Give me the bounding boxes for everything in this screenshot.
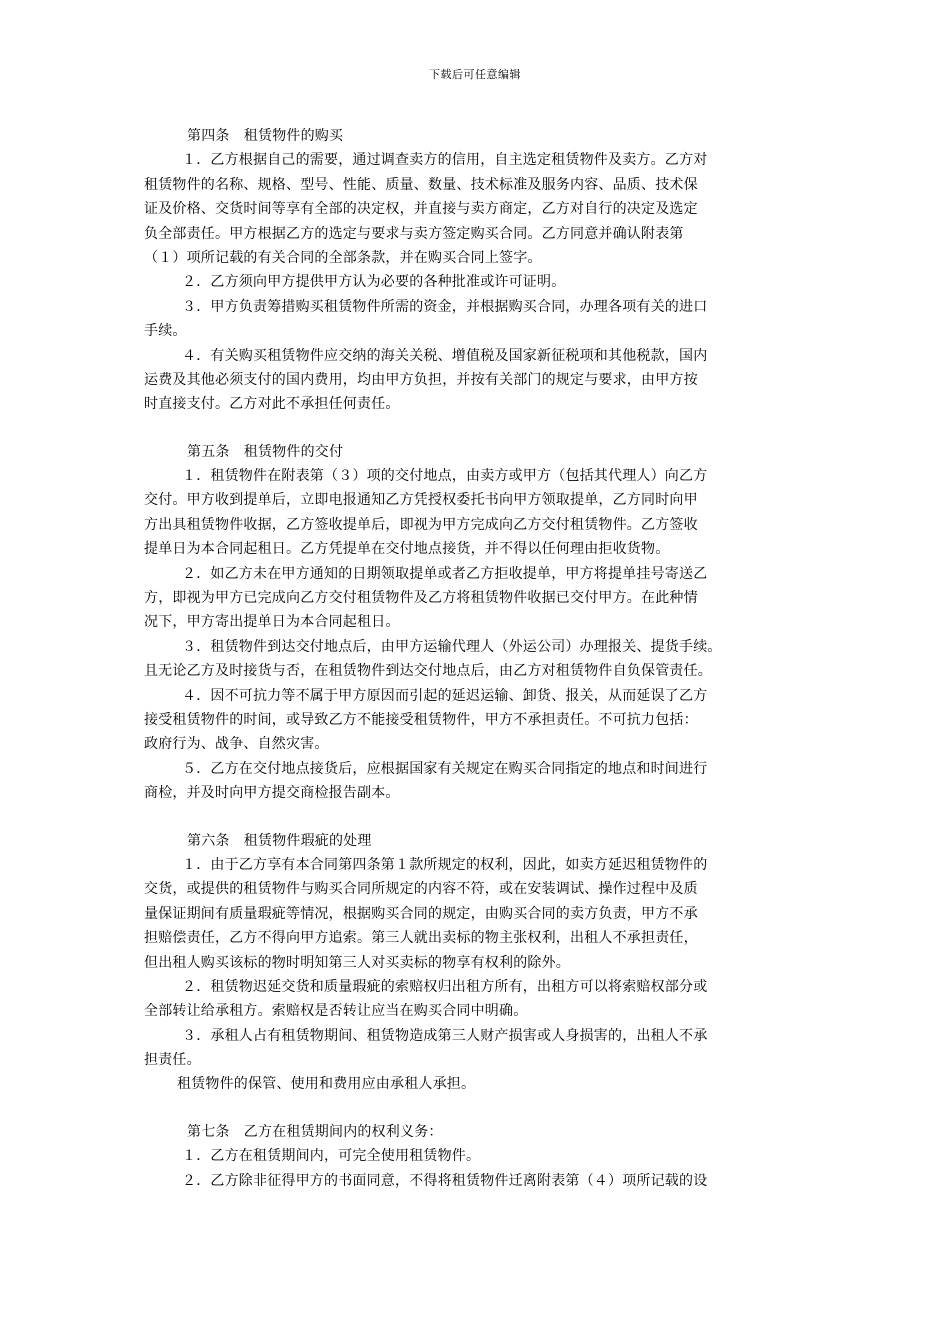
- plain-paragraph: [144, 1072, 809, 1096]
- clause-paragraph: [144, 853, 809, 975]
- clause-paragraph: [144, 148, 809, 270]
- text-line: 时直接支付。乙方对此不承担任何责任。: [144, 396, 400, 413]
- clause-paragraph: [144, 562, 809, 635]
- text-line: 接受租赁物件的时间，或导致乙方不能接受租赁物件，甲方不承担责任。不可抗力包括：: [144, 711, 698, 728]
- text-line: 运费及其他必须支付的国内费用，均由甲方负担，并按有关部门的规定与要求，由甲方按: [144, 371, 698, 388]
- text-line: ３．租赁物件到达交付地点后，由甲方运输代理人（外运公司）办理报关、提货手续。: [182, 638, 722, 655]
- text-line: 量保证期间有质量瑕疵等情况，根据购买合同的规定，由购买合同的卖方负责，甲方不承: [144, 905, 698, 922]
- article-heading: 第七条 乙方在租赁期间内的权利义务：: [187, 1123, 443, 1140]
- text-line: 全部转让给承租方。索赔权是否转让应当在购买合同中明确。: [144, 1003, 528, 1020]
- text-line: 且无论乙方及时接货与否，在租赁物件到达交付地点后，由乙方对租赁物件自负保管责任。: [144, 663, 712, 680]
- text-line: １．乙方在租赁期间内，可完全使用租赁物件。: [182, 1148, 481, 1165]
- text-line: １．由于乙方享有本合同第四条第１款所规定的权利，因此，如卖方延迟租赁物件的: [182, 856, 708, 873]
- text-line: ４．因不可抗力等不属于甲方原因而引起的延迟运输、卸货、报关，从而延误了乙方: [182, 687, 708, 704]
- clause-paragraph: [144, 1024, 809, 1073]
- page-header: 下载后可任意编辑: [429, 68, 521, 81]
- text-line: 租赁物件的保管、使用和费用应由承租人承担。: [177, 1076, 476, 1093]
- clause-paragraph: [144, 295, 809, 344]
- text-line: ２．乙方须向甲方提供甲方认为必要的各种批准或许可证明。: [182, 274, 566, 291]
- text-line: 方出具租赁物件收据，乙方签收提单后，即视为甲方完成向乙方交付租赁物件。乙方签收: [144, 516, 698, 533]
- text-line: 但出租人购买该标的物时明知第三人对买卖标的物享有权利的除外。: [144, 954, 570, 971]
- clause-paragraph: [144, 684, 809, 757]
- text-line: 方，即视为甲方已完成向乙方交付租赁物件及乙方将租赁物件收据已交付甲方。在此种情: [144, 590, 698, 607]
- text-line: 负全部责任。甲方根据乙方的选定与要求与卖方签定购买合同。乙方同意并确认附表第: [144, 225, 684, 242]
- text-line: 手续。: [144, 323, 187, 340]
- text-line: 政府行为、战争、自然灾害。: [144, 736, 329, 753]
- text-line: １．乙方根据自己的需要，通过调查卖方的信用，自主选定租赁物件及卖方。乙方对: [182, 152, 708, 169]
- article-heading: 第六条 租赁物件瑕疵的处理: [187, 832, 372, 849]
- text-line: 交货，或提供的租赁物件与购买合同所规定的内容不符，或在安装调试、操作过程中及质: [144, 881, 698, 898]
- text-line: ２．租赁物迟延交货和质量瑕疵的索赔权归出租方所有，出租方可以将索赔权部分或: [182, 978, 708, 995]
- text-line: （１）项所记载的有关合同的全部条款，并在购买合同上签字。: [144, 249, 542, 266]
- clause-paragraph: [144, 464, 809, 562]
- article-section: [144, 440, 809, 806]
- text-line: ２．乙方除非征得甲方的书面同意，不得将租赁物件迁离附表第（４）项所记载的设: [182, 1172, 708, 1189]
- clause-paragraph: [144, 635, 809, 684]
- text-line: 商检，并及时向甲方提交商检报告副本。: [144, 785, 400, 802]
- clause-paragraph: [144, 757, 809, 806]
- text-line: ３．承租人占有租赁物期间、租赁物造成第三人财产损害或人身损害的，出租人不承: [182, 1027, 708, 1044]
- text-line: 提单日为本合同起租日。乙方凭提单在交付地点接货，并不得以任何理由拒收货物。: [144, 541, 670, 558]
- clause-paragraph: [144, 344, 809, 417]
- document-body: [144, 124, 809, 1216]
- clause-paragraph: [144, 270, 809, 294]
- text-line: ４．有关购买租赁物件应交纳的海关关税、增值税及国家新征税项和其他税款，国内: [182, 347, 708, 364]
- article-heading: 第四条 租赁物件的购买: [187, 128, 344, 144]
- text-line: 证及价格、交货时间等享有全部的决定权，并直接与卖方商定，乙方对自行的决定及选定: [144, 201, 698, 218]
- clause-paragraph: [144, 1144, 809, 1168]
- article-section: [144, 1120, 809, 1193]
- clause-paragraph: [144, 1169, 809, 1193]
- article-heading: 第五条 租赁物件的交付: [187, 443, 344, 460]
- article-section: [144, 829, 809, 1097]
- article-section: [144, 124, 809, 417]
- text-line: 况下，甲方寄出提单日为本合同起租日。: [144, 614, 400, 631]
- text-line: 交付。甲方收到提单后，立即电报通知乙方凭授权委托书向甲方领取提单，乙方同时向甲: [144, 492, 698, 509]
- text-line: ３．甲方负责筹措购买租赁物件所需的资金，并根据购买合同，办理各项有关的进口: [182, 298, 708, 315]
- clause-paragraph: [144, 975, 809, 1024]
- text-line: 担赔偿责任，乙方不得向甲方追索。第三人就出卖标的物主张权利，出租人不承担责任，: [144, 930, 698, 947]
- text-line: １．租赁物件在附表第（３）项的交付地点，由卖方或甲方（包括其代理人）向乙方: [182, 468, 708, 485]
- text-line: ５．乙方在交付地点接货后，应根据国家有关规定在购买合同指定的地点和时间进行: [182, 760, 708, 777]
- text-line: ２．如乙方未在甲方通知的日期领取提单或者乙方拒收提单，甲方将提单挂号寄送乙: [182, 565, 708, 582]
- text-line: 担责任。: [144, 1052, 201, 1069]
- text-line: 租赁物件的名称、规格、型号、性能、质量、数量、技术标准及服务内容、品质、技术保: [144, 176, 698, 193]
